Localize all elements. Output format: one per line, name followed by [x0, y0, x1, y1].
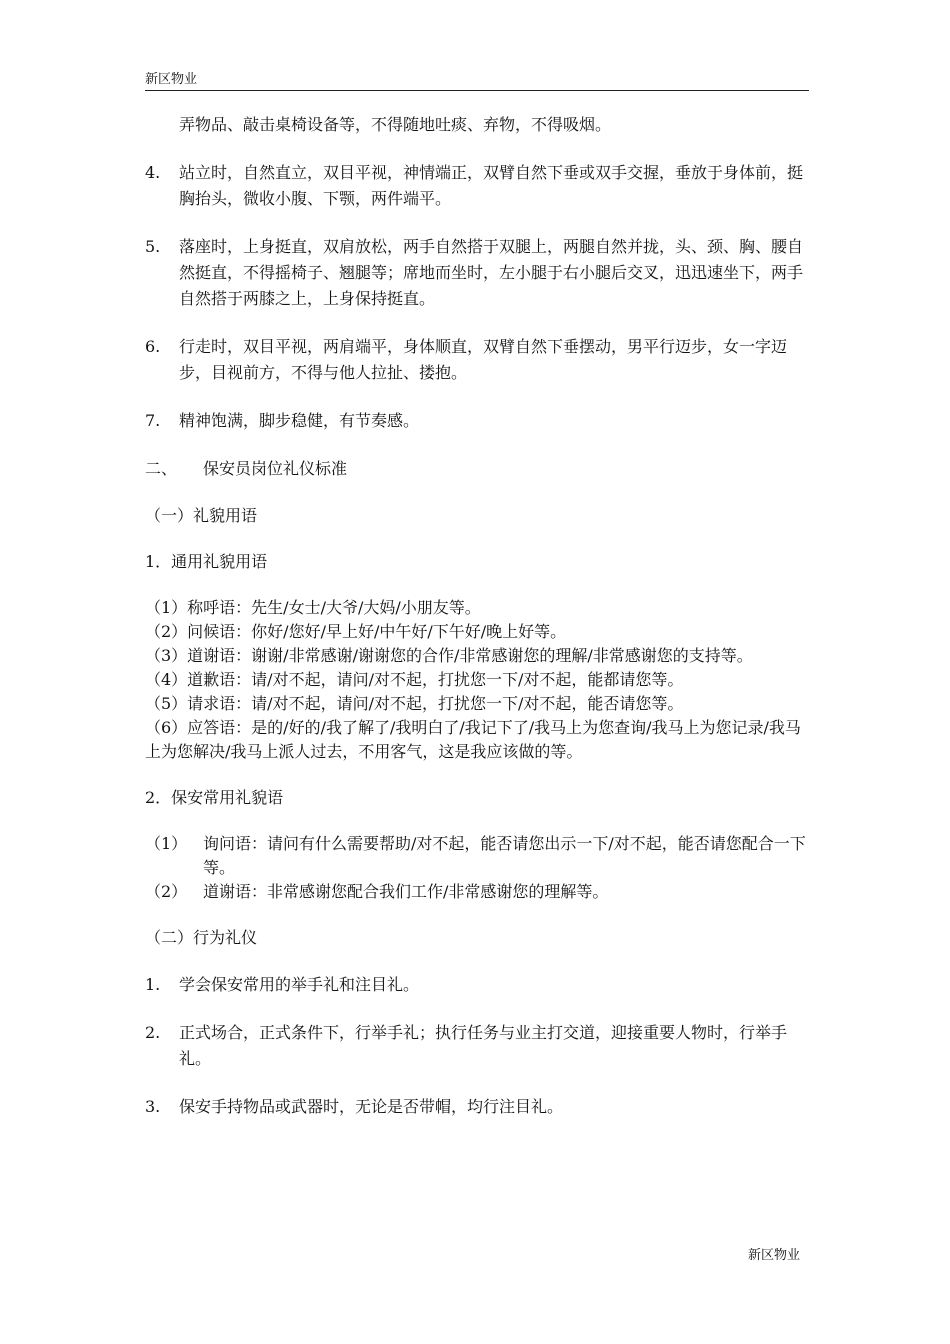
subsection-item-heading: 1．通用礼貌用语: [145, 552, 268, 571]
list-item: [145, 1020, 809, 1072]
subsection-heading: （二）行为礼仪: [145, 928, 258, 947]
list-item-text: 询问语：请问有什么需要帮助/对不起，能否请您出示一下/对不起，能否请您配合一下等。: [203, 834, 806, 877]
list-item: [145, 880, 809, 904]
list-item-number: 4.: [145, 163, 161, 182]
list-item: [145, 408, 809, 434]
list-item: [145, 972, 809, 998]
list-item: [145, 1094, 809, 1120]
list-item-number: 7.: [145, 411, 161, 430]
list-item-number: 1.: [145, 975, 161, 994]
page-header: [145, 72, 809, 91]
header-title: 新区物业: [145, 72, 198, 87]
list-item-text: 保安手持物品或武器时，无论是否带帽，均行注目礼。: [179, 1097, 564, 1116]
list-item-text: 落座时，上身挺直，双肩放松，两手自然搭于双腿上，两腿自然并拢，头、颈、胸、腰自然挺直，不得摇椅子、翘腿等；席地而坐时，左小腿于右小腿后交叉，迅迅速坐下，两手自然搭于两膝之上，上身保持挺直。: [179, 237, 804, 308]
section-heading: [145, 456, 809, 482]
list-item: [145, 234, 809, 312]
list-item-number: 5.: [145, 237, 161, 256]
document-body: [145, 112, 809, 1120]
list-item: [145, 334, 809, 386]
list-item-number: 3.: [145, 1097, 161, 1116]
phrase-line: （1）称呼语：先生/女士/大爷/大妈/小朋友等。: [145, 598, 481, 617]
list-item: [145, 832, 809, 880]
list-item-text: 学会保安常用的举手礼和注目礼。: [179, 975, 420, 994]
list-item-text: 站立时，自然直立，双目平视，神情端正，双臂自然下垂或双手交握，垂放于身体前，挺胸抬头，微收小腹、下颚，两件端平。: [179, 163, 804, 208]
subsection-heading: （一）礼貌用语: [145, 506, 258, 525]
continuation-paragraph: 弄物品、敲击桌椅设备等，不得随地吐痰、弃物，不得吸烟。: [179, 115, 612, 134]
section-number: 二、: [145, 459, 178, 478]
phrase-line: （5）请求语：请/对不起，请问/对不起，打扰您一下/对不起，能否请您等。: [145, 694, 684, 713]
section-title: 保安员岗位礼仪标准: [203, 459, 348, 478]
page-footer: 新区物业: [748, 1248, 801, 1263]
list-item-text: 道谢语：非常感谢您配合我们工作/非常感谢您的理解等。: [203, 882, 609, 901]
list-item-number: 2.: [145, 1023, 161, 1042]
phrase-line: （6）应答语：是的/好的/我了解了/我明白了/我记下了/我马上为您查询/我马上为您记录/我马上为您解决/我马上派人过去，不用客气，这是我应该做的等。: [145, 718, 801, 761]
subsection-item-heading: 2．保安常用礼貌语: [145, 788, 284, 807]
list-item-text: 精神饱满，脚步稳健，有节奏感。: [179, 411, 420, 430]
list-item-text: 行走时，双目平视，两肩端平，身体顺直，双臂自然下垂摆动，男平行迈步，女一字迈步，目视前方，不得与他人拉扯、搂抱。: [179, 337, 788, 382]
phrase-line: （4）道歉语：请/对不起，请问/对不起，打扰您一下/对不起，能都请您等。: [145, 670, 684, 689]
list-item-number: （2）: [145, 882, 188, 901]
list-item-number: 6.: [145, 337, 161, 356]
list-item-text: 正式场合，正式条件下，行举手礼；执行任务与业主打交道，迎接重要人物时，行举手礼。: [179, 1023, 788, 1068]
phrase-line: （2）问候语：你好/您好/早上好/中午好/下午好/晚上好等。: [145, 622, 567, 641]
list-item: [145, 160, 809, 212]
list-item-number: （1）: [145, 834, 188, 853]
phrase-line: （3）道谢语：谢谢/非常感谢/谢谢您的合作/非常感谢您的理解/非常感谢您的支持等。: [145, 646, 753, 665]
